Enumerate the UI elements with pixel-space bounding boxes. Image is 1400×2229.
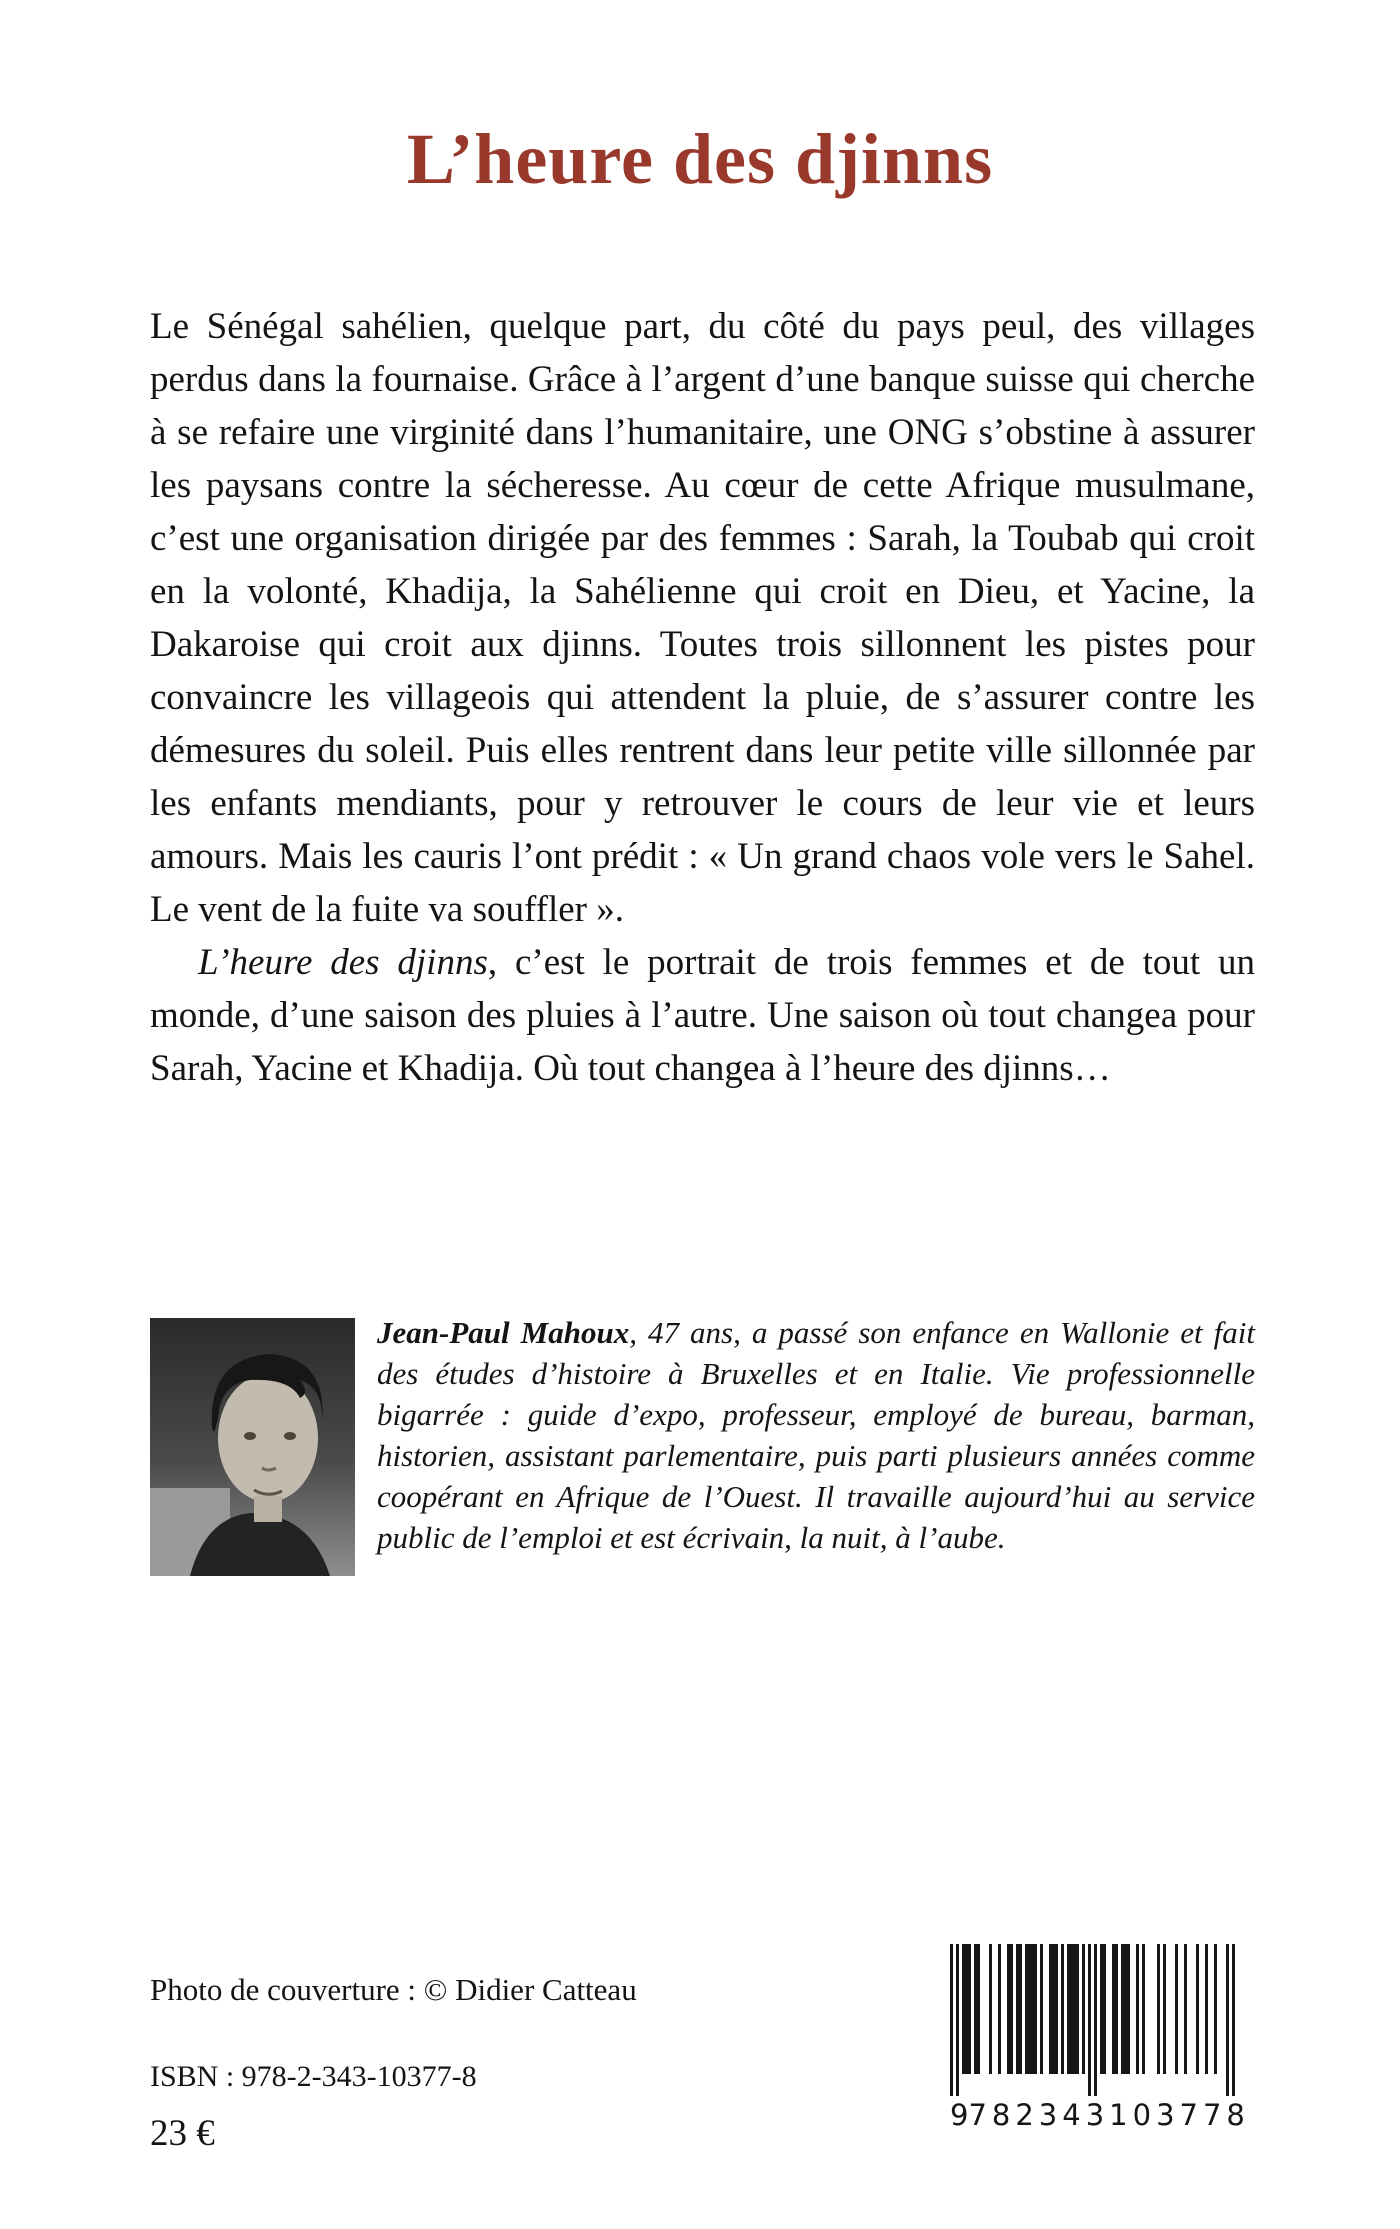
synopsis-paragraph-2 [150, 936, 1255, 1095]
synopsis-paragraph-1: Le Sénégal sahélien, quelque part, du côté du pays peul, des villages perdus dans la fournaise. Grâce à l’argent d’une banque suisse qui cherche à se refaire une virginité dans l’humanitaire, une ONG s’obstine à assurer les paysans contre la sécheresse. Au cœur de cette Afrique musulmane, c’est une organisation dirigée par des femmes : Sarah, la Toubab qui croit en la volonté, Khadija, la Sahélienne qui croit en Dieu, et Yacine, la Dakaroise qui croit aux djinns. Toutes trois sillonnent les pistes pour convaincre les villageois qui attendent la pluie, de s’assurer contre les démesures du soleil. Puis elles rentrent dans leur petite ville sillonnée par les enfants mendiants, pour y retrouver le cours de leur vie et leurs amours. Mais les cauris l’ont prédit : « Un grand chaos vole vers le Sahel. Le vent de la fuite va souffler ». [150, 306, 1255, 930]
author-bio [150, 1312, 1255, 1582]
barcode-digit-group-2: 103778 [1109, 2098, 1250, 2132]
barcode [950, 1944, 1250, 2132]
author-photo-image [150, 1318, 355, 1576]
author-photo [150, 1318, 355, 1576]
synopsis-paragraph-2-text: , c’est le portrait de trois femmes et de tout un monde, d’une saison des pluies à l’autre. Une saison où tout changea pour Sarah, Yacine et Khadija. Où tout changea à l’heure des djinns… [150, 942, 1255, 1089]
synopsis [150, 300, 1255, 1095]
isbn: ISBN : 978-2-343-10377-8 [150, 2060, 477, 2093]
price: 23 € [150, 2113, 215, 2154]
author-bio-text: , 47 ans, a passé son enfance en Wallonie et fait des études d’histoire à Bruxelles et en Italie. Vie professionnelle bigarrée : guide d’expo, professeur, employé de bureau, barman, historien, assistant parlementaire, puis parti plusieurs années comme coopérant en Afrique de l’Ouest. Il travaille aujourd’hui au service public de l’emploi et est écrivain, la nuit, à l’aube. [377, 1315, 1255, 1555]
barcode-digit-group-1: 782343 [968, 2098, 1110, 2132]
book-title-inline: L’heure des djinns [198, 942, 488, 983]
author-name: Jean-Paul Mahoux [377, 1315, 630, 1350]
book-title: L’heure des djinns [406, 119, 994, 199]
barcode-digits [950, 2098, 1250, 2132]
barcode-digit-first: 9 [950, 2098, 969, 2132]
barcode-bars [950, 1944, 1235, 2096]
cover-photo-credit: Photo de couverture : © Didier Catteau [150, 1972, 637, 2007]
